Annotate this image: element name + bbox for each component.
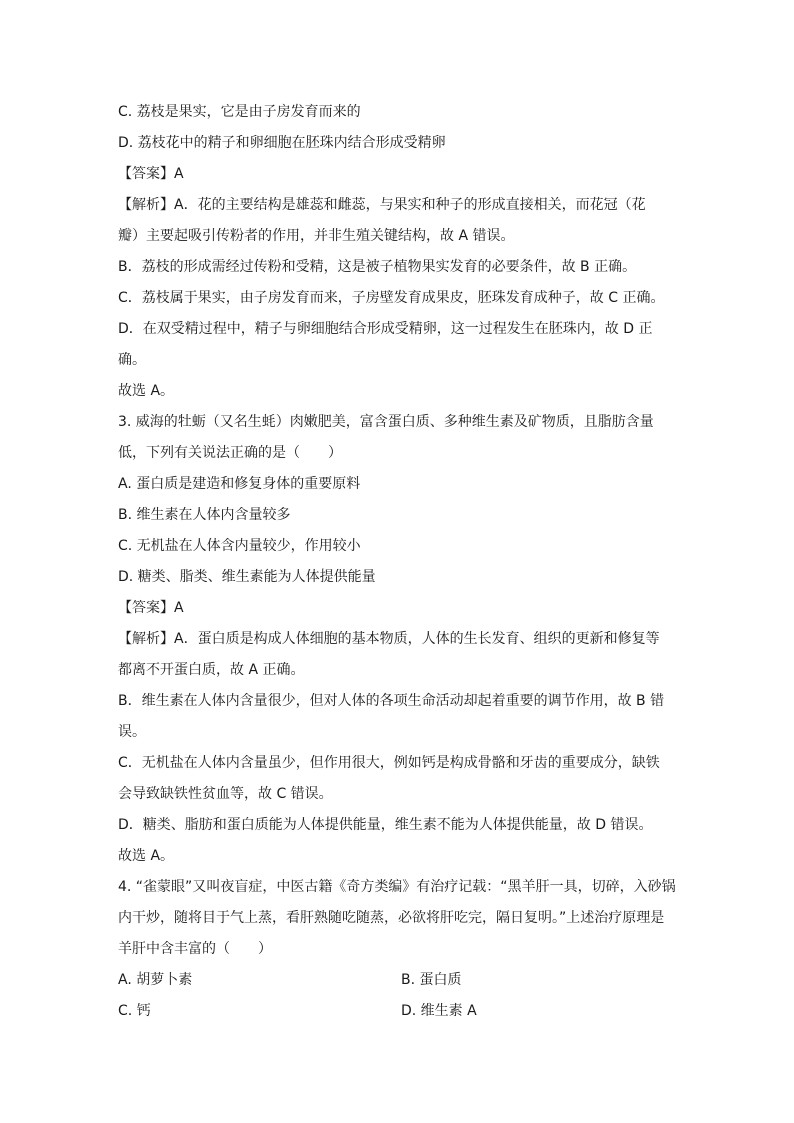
choice-line: 故选 A。 [118,383,175,399]
analysis-line: 【解析】A．花的主要结构是雄蕊和雌蕊，与果实和种子的形成直接相关，而花冠（花 [118,197,646,213]
analysis-line: C．荔枝属于果实，由子房发育而来，子房壁发育成果皮，胚珠发育成种子，故 C 正确。 [118,290,665,306]
option-c: C. 无机盐在人体含内量较少，作用较小 [118,538,361,554]
analysis-line: B．荔枝的形成需经过传粉和受精，这是被子植物果实发育的必要条件，故 B 正确。 [118,259,637,275]
option-d: D. 糖类、脂类、维生素能为人体提供能量 [118,569,376,585]
analysis-line: 瓣）主要起吸引传粉者的作用，并非生殖关键结构，故 A 错误。 [118,228,515,244]
option-row [118,1001,477,1021]
option-b: B. 蛋白质 [401,972,462,988]
option-d: D. 荔枝花中的精子和卵细胞在胚珠内结合形成受精卵 [118,135,446,151]
option-a: A. 蛋白质是建造和修复身体的重要原料 [118,476,361,492]
question-4-stem: 羊肝中含丰富的（ ） [118,941,272,957]
option-a: A. 胡萝卜素 [118,972,193,988]
analysis-line: 确。 [118,352,146,368]
option-c: C. 荔枝是果实，它是由子房发育而来的 [118,104,361,120]
analysis-line: D．在双受精过程中，精子与卵细胞结合形成受精卵，这一过程发生在胚珠内，故 D 正 [118,321,653,337]
analysis-line: 误。 [118,724,146,740]
analysis-line: 都离不开蛋白质，故 A 正确。 [118,662,305,678]
analysis-line: 【解析】A．蛋白质是构成人体细胞的基本物质，人体的生长发育、组织的更新和修复等 [118,631,660,647]
option-d: D. 维生素 A [401,1003,477,1019]
analysis-line: D．糖类、脂肪和蛋白质能为人体提供能量，维生素不能为人体提供能量，故 D 错误。 [118,817,653,833]
question-4-stem: 4. “雀蒙眼”又叫夜盲症，中医古籍《奇方类编》有治疗记载：“黑羊肝一具，切碎，入砂锅 [118,879,676,895]
answer-label: 【答案】A [118,166,184,182]
analysis-line: 会导致缺铁性贫血等，故 C 错误。 [118,786,333,802]
analysis-line: C．无机盐在人体内含量虽少，但作用很大，例如钙是构成骨骼和牙齿的重要成分，缺铁 [118,755,660,771]
question-3-stem: 3. 威海的牡蛎（又名生蚝）肉嫩肥美，富含蛋白质、多种维生素及矿物质，且脂肪含量 [118,414,654,430]
answer-label: 【答案】A [118,600,184,616]
analysis-line: B．维生素在人体内含量很少，但对人体的各项生命活动却起着重要的调节作用，故 B 错 [118,693,665,709]
option-c: C. 钙 [118,1003,151,1019]
option-b: B. 维生素在人体内含量较多 [118,507,291,523]
question-3-stem: 低，下列有关说法正确的是（ ） [118,445,342,461]
option-row [118,970,462,990]
question-4-stem: 内干炒，随将目于气上蒸，看肝熟随吃随蒸，必欲将肝吃完，隔日复明。”上述治疗原理是 [118,910,665,926]
choice-line: 故选 A。 [118,848,175,864]
